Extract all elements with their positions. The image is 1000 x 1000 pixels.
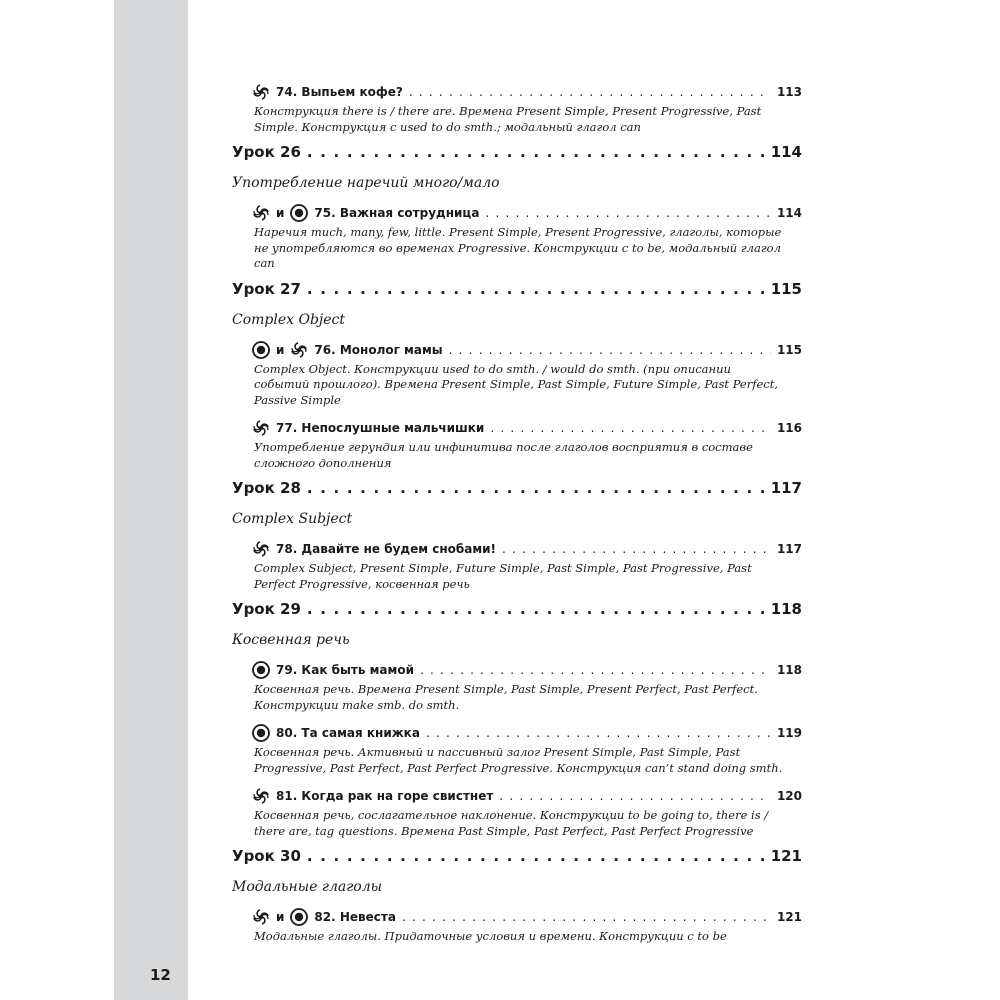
spiral-icon [252, 908, 270, 926]
entry-title: 81. Когда рак на горе свистнет [276, 789, 494, 803]
entry-title: 80. Та самая книжка [276, 726, 420, 740]
dot-leader [307, 479, 765, 497]
lesson-heading: Урок 28 [232, 479, 301, 497]
lesson-heading-row[interactable] [232, 600, 802, 630]
dot-leader [307, 600, 765, 618]
entry-page: 117 [776, 542, 802, 556]
entry-description: Наречия much, many, few, little. Present Simple, Present Progressive, глаголы, которые не употребляются во временах Progressive. Конструкции с to be, модальный глагол can [254, 225, 782, 270]
entry-title: 78. Давайте не будем снобами! [276, 542, 497, 556]
dot-leader [485, 206, 771, 220]
lesson-subtitle: Употребление наречий много/мало [232, 175, 500, 191]
entry-description: Косвенная речь. Времена Present Simple, Past Simple, Present Perfect, Past Perfect. Конструкции make smb. do smth. [254, 682, 758, 712]
toc-entry-78[interactable] [252, 537, 802, 592]
connector: и [276, 342, 285, 357]
dot-leader [502, 542, 771, 556]
spiral-icon [252, 419, 270, 437]
lesson-heading-row[interactable] [232, 847, 802, 877]
entry-description: Косвенная речь. Активный и пассивный залог Present Simple, Past Simple, Past Progressive, Past Perfect, Past Perfect Progressive. Конструкция can’t stand doing smth. [254, 745, 783, 775]
lesson-page: 114 [770, 143, 802, 161]
spiral-icon [252, 204, 270, 222]
entry-description: Complex Object. Конструкции used to do smth. / would do smth. (при описании событий прошлого). Времена Present Simple, Past Simple, Future Simple, Past Perfect, Passive Simple [254, 361, 779, 407]
target-icon [252, 661, 270, 679]
target-icon [252, 724, 270, 742]
lesson-subtitle: Complex Subject [232, 511, 353, 527]
entry-page: 121 [776, 910, 802, 924]
toc-entry-77[interactable] [252, 416, 802, 471]
page-margin-bar [114, 0, 188, 1000]
entry-description: Complex Subject, Present Simple, Future Simple, Past Simple, Past Progressive, Past Perfect Progressive, косвенная речь [254, 561, 752, 591]
page-number: 12 [150, 966, 171, 984]
toc-entry-80[interactable] [252, 721, 802, 776]
entry-page: 113 [776, 85, 802, 99]
table-of-contents [232, 80, 802, 953]
entry-description: Косвенная речь, сослагательное наклонение. Конструкции to be going to, there is / there are, tag questions. Времена Past Simple, Past Perfect, Past Perfect Progressive [254, 808, 769, 838]
connector: и [276, 910, 285, 924]
entry-page: 115 [776, 342, 802, 357]
spiral-icon [252, 540, 270, 558]
connector: и [276, 206, 285, 220]
toc-entry-82[interactable] [252, 905, 802, 945]
lesson-page: 121 [770, 847, 802, 865]
entry-page: 119 [776, 726, 802, 740]
entry-title: 82. Невеста [314, 910, 396, 924]
lesson-29 [232, 600, 802, 839]
lesson-heading: Урок 29 [232, 600, 301, 618]
entry-title: 76. Монолог мамы [314, 342, 443, 357]
entry-page: 116 [776, 421, 802, 435]
entry-title: 77. Непослушные мальчишки [276, 421, 485, 435]
dot-leader [402, 910, 771, 924]
dot-leader [307, 280, 765, 298]
spiral-icon [252, 83, 270, 101]
dot-leader [307, 143, 765, 161]
lesson-subtitle: Косвенная речь [232, 632, 350, 648]
entry-page: 114 [776, 206, 802, 220]
target-icon [252, 341, 270, 359]
lesson-heading: Урок 30 [232, 847, 301, 865]
lesson-page: 118 [770, 600, 802, 618]
spiral-icon [252, 787, 270, 805]
entry-page: 120 [776, 789, 802, 803]
lesson-30 [232, 847, 802, 945]
dot-leader [449, 343, 771, 357]
lesson-28 [232, 479, 802, 592]
target-icon [290, 908, 308, 926]
lesson-heading-row[interactable] [232, 280, 802, 310]
toc-entry-79[interactable] [252, 658, 802, 713]
toc-entry-74[interactable] [252, 80, 802, 135]
dot-leader [409, 85, 771, 99]
dot-leader [426, 726, 771, 740]
entry-title: 74. Выпьем кофе? [276, 85, 403, 99]
lesson-page: 115 [770, 279, 802, 298]
toc-entry-76[interactable] [252, 338, 802, 409]
entry-title: 75. Важная сотрудница [314, 206, 480, 220]
lesson-27 [232, 280, 802, 472]
dot-leader [499, 789, 771, 803]
dot-leader [420, 663, 771, 677]
lesson-26 [232, 143, 802, 272]
lesson-subtitle: Complex Object [232, 311, 346, 328]
entry-title: 79. Как быть мамой [276, 663, 414, 677]
toc-entry-75[interactable] [252, 201, 802, 272]
toc-entry-81[interactable] [252, 784, 802, 839]
entry-description: Модальные глаголы. Придаточные условия и времени. Конструкции с to be [254, 929, 727, 943]
lesson-heading-row[interactable] [232, 143, 802, 173]
spiral-icon [290, 341, 308, 359]
lesson-subtitle: Модальные глаголы [232, 879, 383, 895]
lesson-heading: Урок 27 [232, 279, 301, 298]
lesson-page: 117 [770, 479, 802, 497]
target-icon [290, 204, 308, 222]
dot-leader [490, 421, 771, 435]
lesson-heading-row[interactable] [232, 479, 802, 509]
entry-description: Употребление герундия или инфинитива после глаголов восприятия в составе сложного дополнения [254, 440, 753, 470]
dot-leader [307, 847, 765, 865]
entry-page: 118 [776, 663, 802, 677]
entry-description: Конструкция there is / there are. Времена Present Simple, Present Progressive, Past Simple. Конструкция c used to do smth.; модальный глагол can [254, 104, 762, 134]
lesson-heading: Урок 26 [232, 143, 301, 161]
